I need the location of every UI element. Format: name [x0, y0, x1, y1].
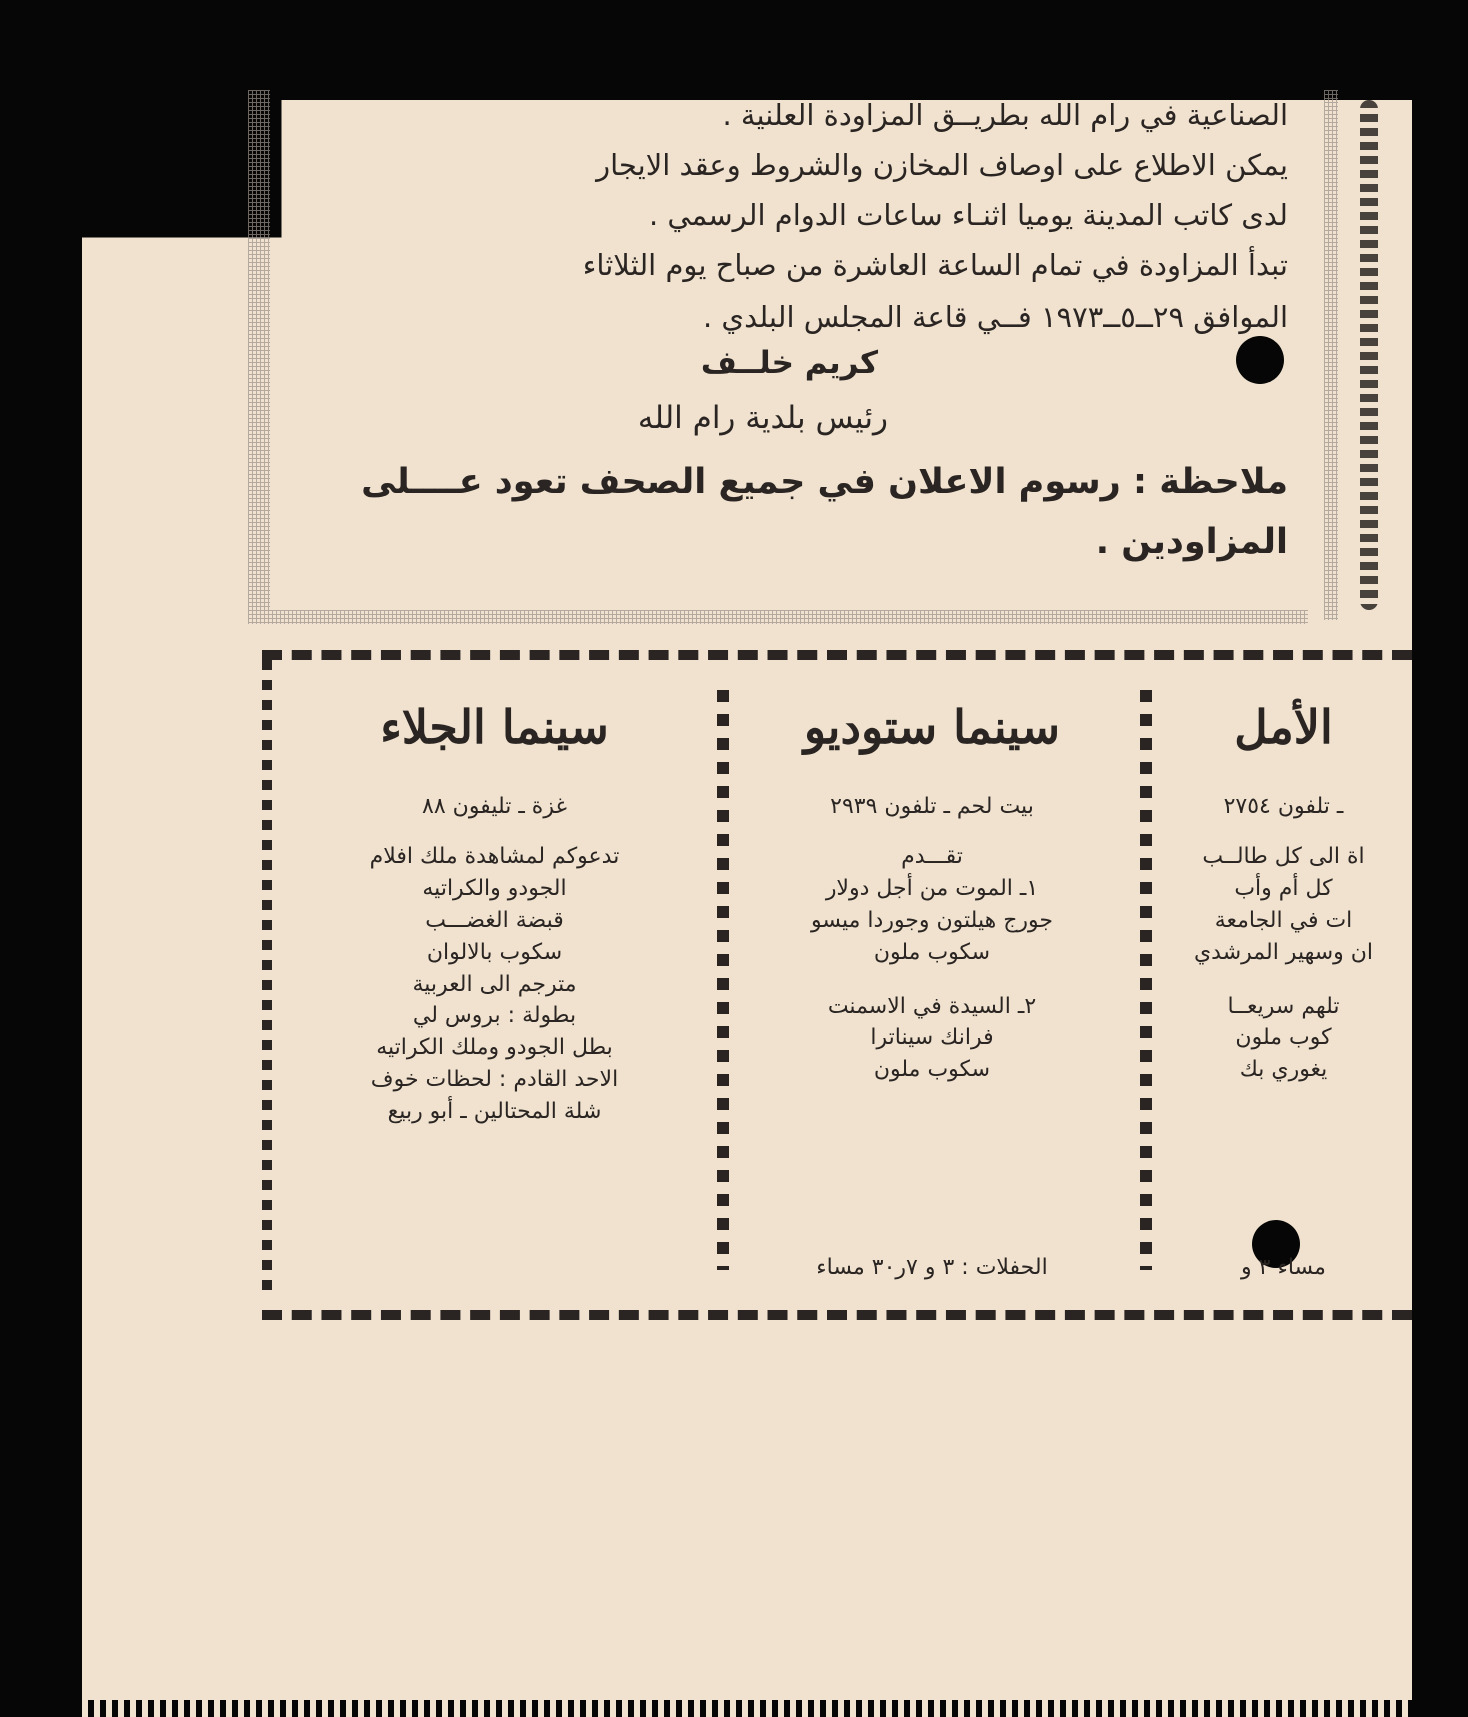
punch-hole-top — [1236, 336, 1284, 384]
film-2-cast: فرانك سيناترا — [870, 1025, 994, 1051]
listing-line: اة الى كل طالــب — [1202, 844, 1365, 869]
notice-frame-left — [248, 90, 270, 610]
listing-line: شلة المحتالين ـ أبو ربيع — [387, 1099, 602, 1125]
listing-line: تلهم سريعــا — [1227, 993, 1340, 1019]
cinema-column-studio — [732, 690, 1132, 1290]
column-separator-2 — [1140, 690, 1152, 1270]
notice-line-start: تبدأ المزاودة في تمام الساعة العاشرة من صباح يوم الثلاثاء — [582, 248, 1288, 282]
notice-line-view: يمكن الاطلاع على اوصاف المخازن والشروط وعقد الايجار — [596, 148, 1288, 182]
cinema-phone: بيت لحم ـ تلفون ٢٩٣٩ — [830, 794, 1034, 819]
column-separator-1 — [717, 690, 729, 1270]
cinema-column-jalaa — [282, 690, 707, 1290]
signatory-title: رئيس بلدية رام الله — [637, 400, 888, 436]
film-1-format: سكوب ملون — [873, 939, 991, 965]
film-2-format: سكوب ملون — [873, 1057, 991, 1083]
notice-line-partial: الصناعية في رام الله بطريــق المزاودة العلنية . — [722, 98, 1288, 132]
listing-line: كوب ملون — [1235, 1025, 1332, 1051]
perforated-edge — [82, 1700, 1412, 1717]
listing-line: بطولة : بروس لي — [412, 1003, 577, 1029]
notice-line-date: الموافق ٢٩ــ٥ــ١٩٧٣ فــي قاعة المجلس البلدي . — [702, 300, 1288, 334]
listing-line: تدعوكم لمشاهدة ملك افلام — [369, 844, 620, 869]
listing-line: بطل الجودو وملك الكراتيه — [376, 1035, 613, 1061]
cinema-phone: غزة ـ تليفون ٨٨ — [422, 794, 567, 819]
film-1-cast: جورج هيلتون وجوردا ميسو — [811, 907, 1053, 933]
listing-line: قبضة الغضـــب — [425, 907, 564, 933]
listing-line: ات في الجامعة — [1214, 907, 1353, 933]
notice-frame-bottom — [248, 610, 1308, 624]
notice-line-clerk: لدى كاتب المدينة يوميا اثنـاء ساعات الدوام الرسمي . — [648, 198, 1288, 232]
listing-line: الاحد القادم : لحظات خوف — [370, 1067, 619, 1093]
cinema-title: سينما الجلاء — [380, 700, 609, 754]
listing-line: يغوري بك — [1239, 1057, 1328, 1083]
signatory-name: كريم خلــف — [700, 345, 878, 381]
showtimes: الحفلات : ٣ و ٧ر٣٠ مساء — [816, 1255, 1048, 1280]
film-2-title: ٢ـ السيدة في الاسمنت — [827, 993, 1037, 1019]
note-line1: ملاحظة : رسوم الاعلان في جميع الصحف تعود عــــلى — [361, 462, 1288, 502]
cinema-column-amal — [1155, 690, 1412, 1290]
presents-label: تقـــدم — [901, 844, 963, 869]
listing-line: سكوب بالالوان — [426, 939, 563, 965]
cinema-box-left-border — [262, 660, 272, 1290]
showtimes: مساء ٣ و — [1241, 1255, 1326, 1280]
notice-frame-right — [1324, 90, 1338, 620]
listing-line: كل أم وأب — [1234, 875, 1333, 901]
listing-line: مترجم الى العربية — [412, 971, 577, 997]
cinema-phone: ـ تلفون ٢٧٥٤ — [1223, 794, 1344, 819]
cinema-title: سينما ستوديو — [803, 700, 1061, 754]
cinema-listings — [262, 650, 1412, 1320]
note-line2: المزاودين . — [1095, 522, 1288, 562]
municipal-notice — [258, 90, 1308, 620]
cinema-title: الأمل — [1234, 700, 1333, 754]
decorative-chain-border — [1360, 100, 1378, 610]
film-1-title: ١ـ الموت من أجل دولار — [825, 875, 1039, 901]
listing-line: ان وسهير المرشدي — [1193, 939, 1374, 965]
listing-line: الجودو والكراتيه — [422, 875, 567, 901]
